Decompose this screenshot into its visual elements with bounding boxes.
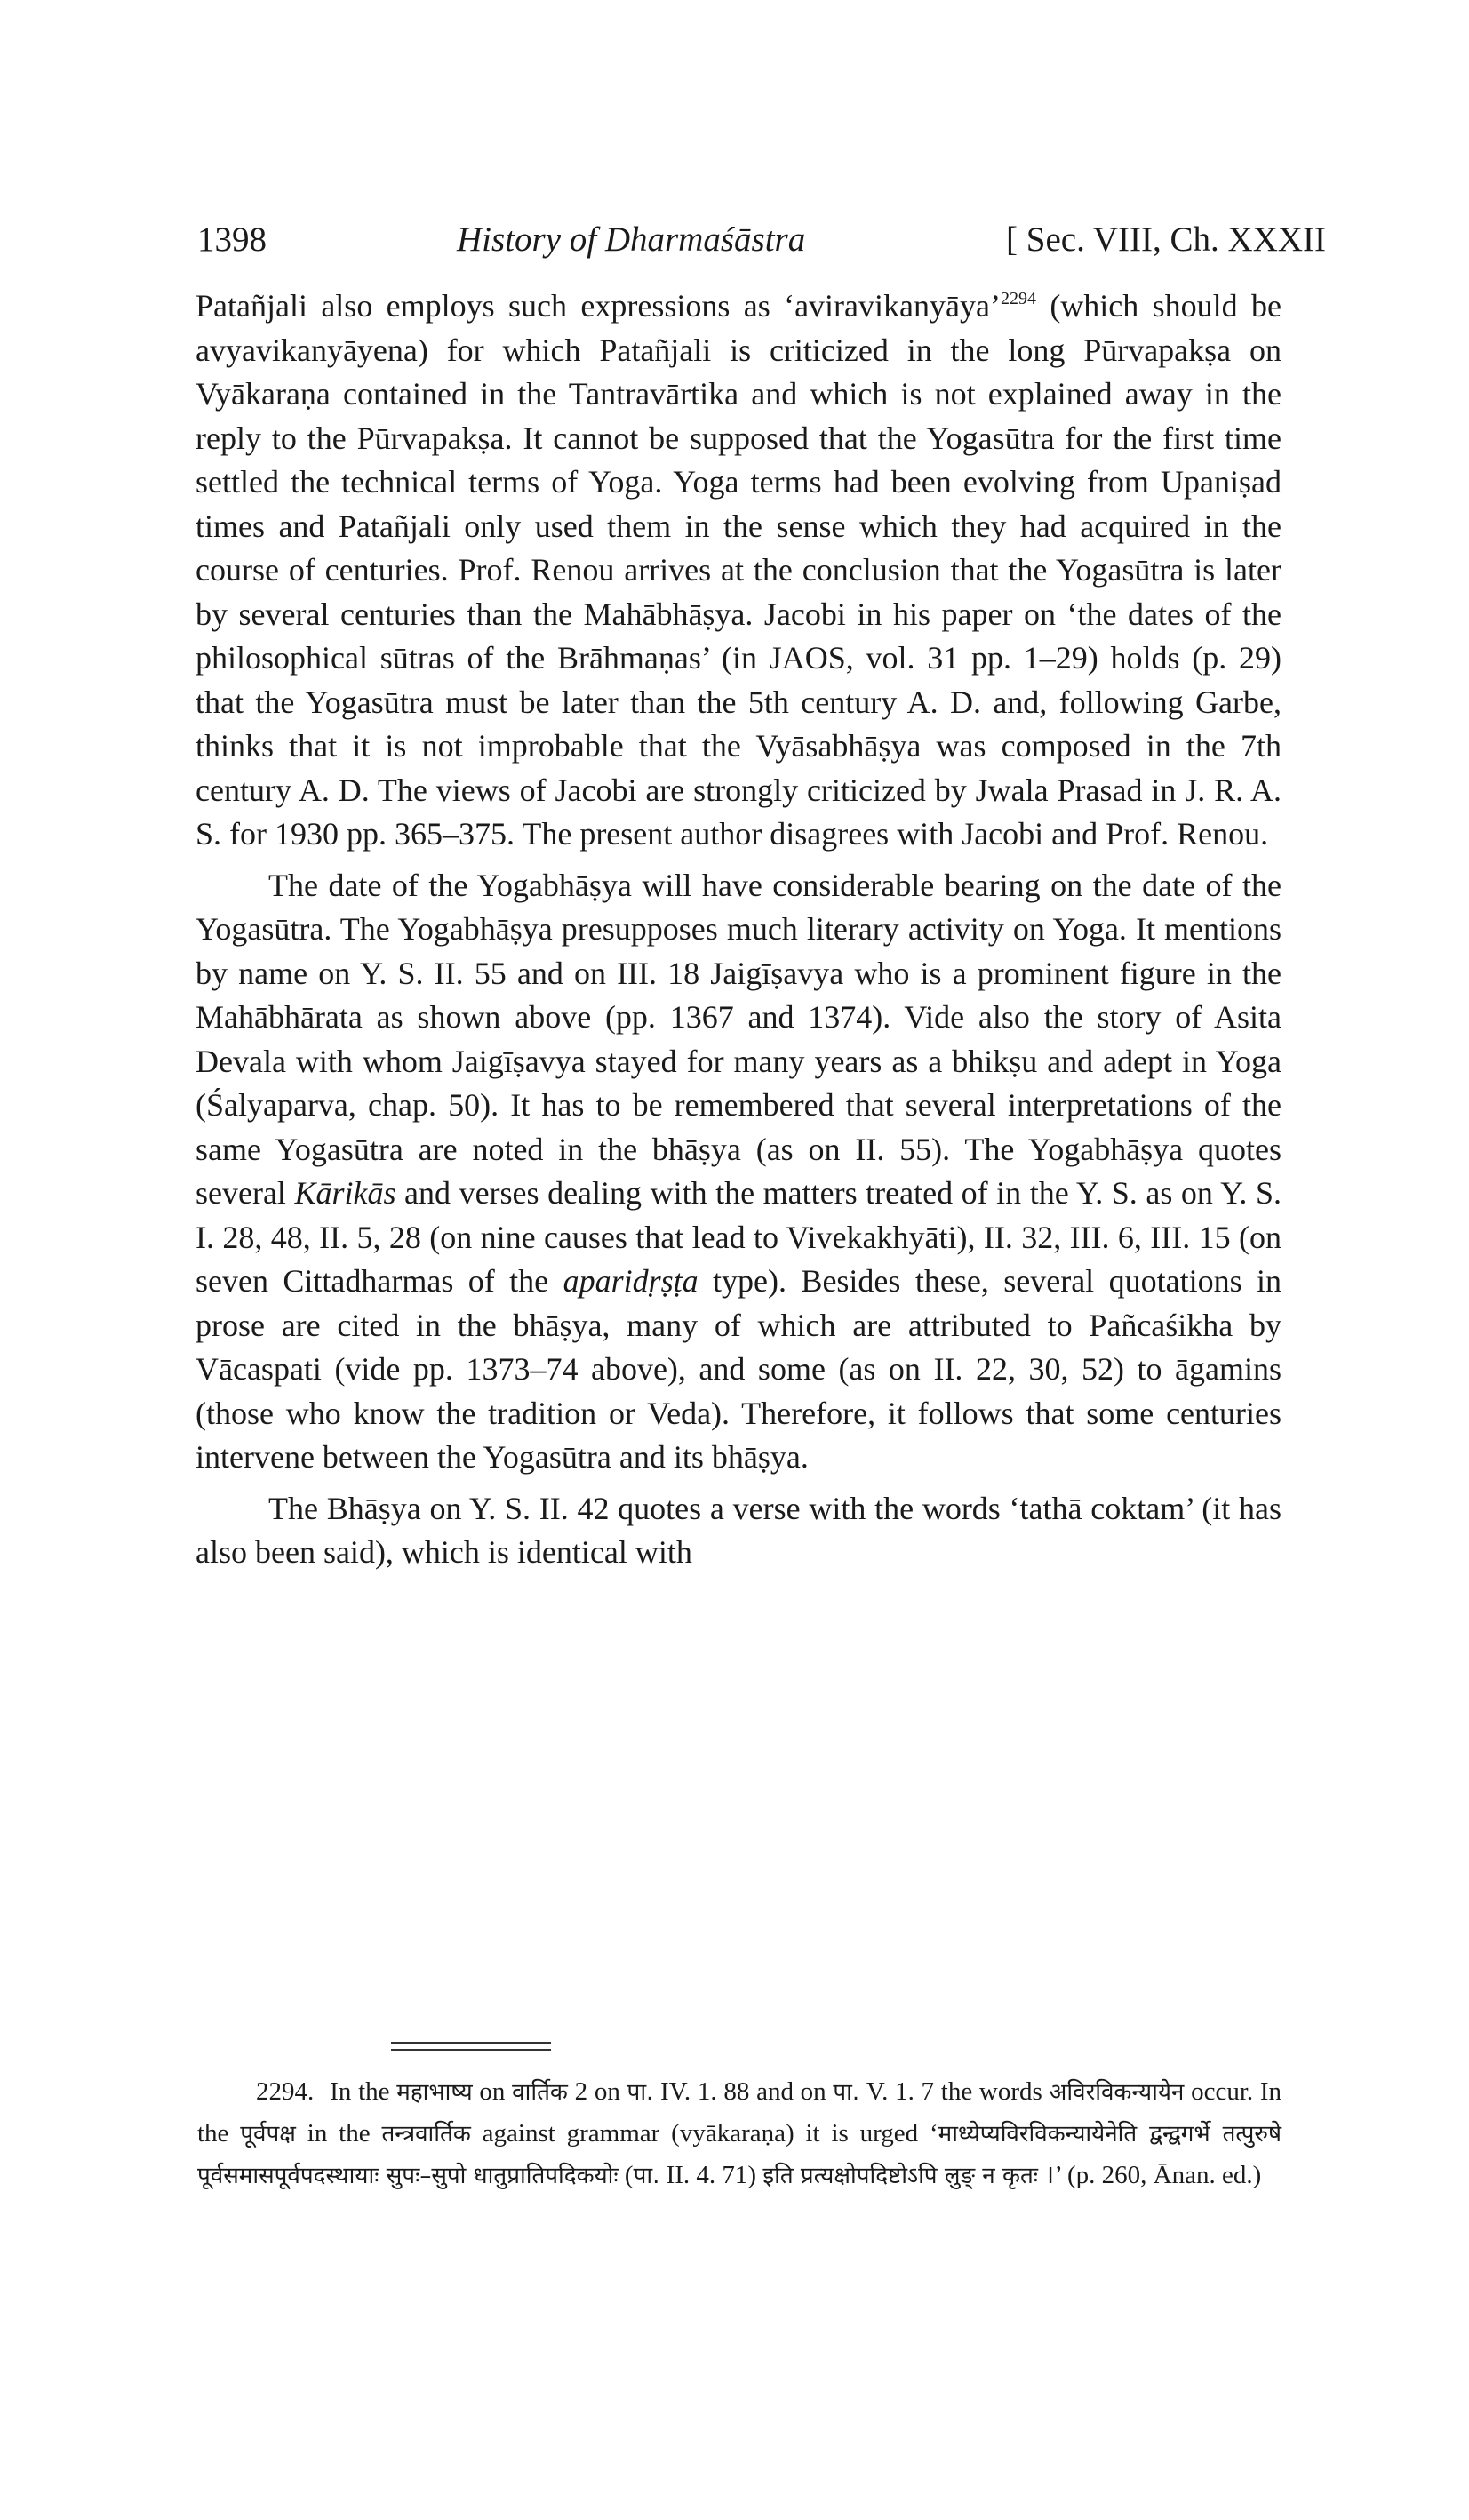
fn-text: In the <box>330 2077 397 2106</box>
italic-term-karikas: Kārikās <box>294 1175 396 1211</box>
fn-devanagari: पा. <box>627 2079 654 2106</box>
footnote-divider-top <box>391 2042 551 2044</box>
fn-text: II. 4. 71) <box>659 2161 763 2189</box>
book-title: History of Dharmaśāstra <box>457 220 806 259</box>
paragraph-1-text-b: (which should be avyavikanyāyena) for which Patañjali is criticized in the long Pūrvapakṣa on Vyākaraṇa contained in the Tantravārtika and which is not explained away in the reply to the Pūrvapakṣa. It cannot be supposed that the Yogasūtra for the first time settled the technical terms of Yoga. Yoga terms had been evolving from Upaniṣad times and Patañjali only used them in the sense which they had acquired in the course of centuries. Prof. Renou arrives at the conclusion that the Yogasūtra is later by several centuries than the Mahābhāṣya. Jacobi in his paper on ‘the dates of the philosophical sūtras of the Brāhmaṇas’ (in JAOS, vol. 31 pp. 1–29) holds (p. 29) that the Yogasūtra must be later than the 5th century A. D. and, following Garbe, thinks that it is not improbable that the Vyāsabhāṣya was composed in the 7th century A. D. The views of Jacobi are strongly criticized by Jwala Prasad in J. R. A. S. for 1930 pp. 365–375. The present author disagrees with Jacobi and Prof. Renou. <box>196 288 1281 852</box>
running-header <box>197 213 1326 267</box>
fn-text: occur. In the <box>197 2077 1282 2148</box>
paragraph-2-text-b: and verses dealing with the matters treated of in the Y. S. as on Y. S. I. 28, 48, II. 5, 28 (on nine causes that lead to Vivekakhyāti), II. 32, III. 6, III. 15 (on seven Cittadharmas of the <box>196 1175 1281 1299</box>
fn-text: against grammar (vyākaraṇa) it is urged ‘ <box>470 2119 938 2148</box>
footnote-ref[interactable]: 2294 <box>1000 289 1036 308</box>
fn-text: in the <box>295 2119 382 2148</box>
fn-text: 2 on <box>567 2077 627 2106</box>
fn-devanagari: तन्त्रवार्तिक <box>381 2121 471 2148</box>
fn-text: IV. 1. 88 and on <box>653 2077 834 2106</box>
paragraph-1 <box>196 284 1281 857</box>
fn-devanagari: पा. <box>633 2163 660 2189</box>
paragraph-1-text-a: Patañjali also employs such expressions as ‘aviravikanyāya’ <box>196 288 1001 324</box>
paragraph-2-text-c: type). Besides these, several quotations in prose are cited in the bhāṣya, many of which are attributed to Pañcaśikha by Vācaspati (vide pp. 1373–74 above), and some (as on II. 22, 30, 52) to āgamins (those who know the tradition or Veda). Therefore, it follows that some centuries intervene between the Yogasūtra and its bhāṣya. <box>196 1263 1282 1475</box>
fn-devanagari: अविरविकन्यायेन <box>1049 2079 1185 2106</box>
section-label: [ Sec. VIII, Ch. XXXII <box>1006 220 1326 259</box>
fn-text: ( <box>618 2161 634 2189</box>
paragraph-2 <box>196 864 1281 1480</box>
fn-devanagari: इति प्रत्यक्षोपदिष्टोऽपि लुङ् न कृतः <box>762 2163 1039 2189</box>
fn-devanagari: वार्तिक <box>512 2079 568 2106</box>
italic-term-aparidrsta: aparidṛṣṭa <box>563 1263 699 1299</box>
fn-text: V. 1. 7 the words <box>859 2077 1050 2106</box>
fn-devanagari: पूर्वपक्ष <box>240 2121 296 2148</box>
fn-devanagari: माध्येप्यविरविकन्यायेनेति द्वन्द्वगर्भे तत्पुरुषे पूर्वसमासपूर्वपदस्थायाः सुपः–सुपो धातुप्रातिपदिकयोः <box>197 2121 1281 2189</box>
page-number: 1398 <box>197 220 267 259</box>
paragraph-2-text-a: The date of the Yogabhāṣya will have considerable bearing on the date of the Yogasūtra. The Yogabhāṣya presupposes much literary activity on Yoga. It mentions by name on Y. S. II. 55 and on III. 18 Jaigīṣavya who is a prominent figure in the Mahābhārata as shown above (pp. 1367 and 1374). Vide also the story of Asita Devala with whom Jaigīṣavya stayed for many years as a bhikṣu and adept in Yoga (Śalyaparva, chap. 50). It has to be remembered that several interpretations of the same Yogasūtra are noted in the bhāṣya (as on II. 55). The Yogabhāṣya quotes several <box>196 867 1281 1211</box>
footnote-number: 2294. <box>256 2077 315 2106</box>
fn-text: ।’ (p. 260, Ānan. ed.) <box>1038 2161 1262 2189</box>
paragraph-3: The Bhāṣya on Y. S. II. 42 quotes a verse with the words ‘tathā coktam’ (it has also been said), which is identical with <box>196 1490 1281 1570</box>
footnote-divider-bottom <box>391 2049 551 2051</box>
body-text <box>196 284 1281 1575</box>
fn-text: on <box>472 2077 513 2106</box>
fn-devanagari: पा. <box>833 2079 860 2106</box>
footnote-2294 <box>197 2071 1281 2196</box>
fn-devanagari: महाभाष्य <box>396 2079 473 2106</box>
